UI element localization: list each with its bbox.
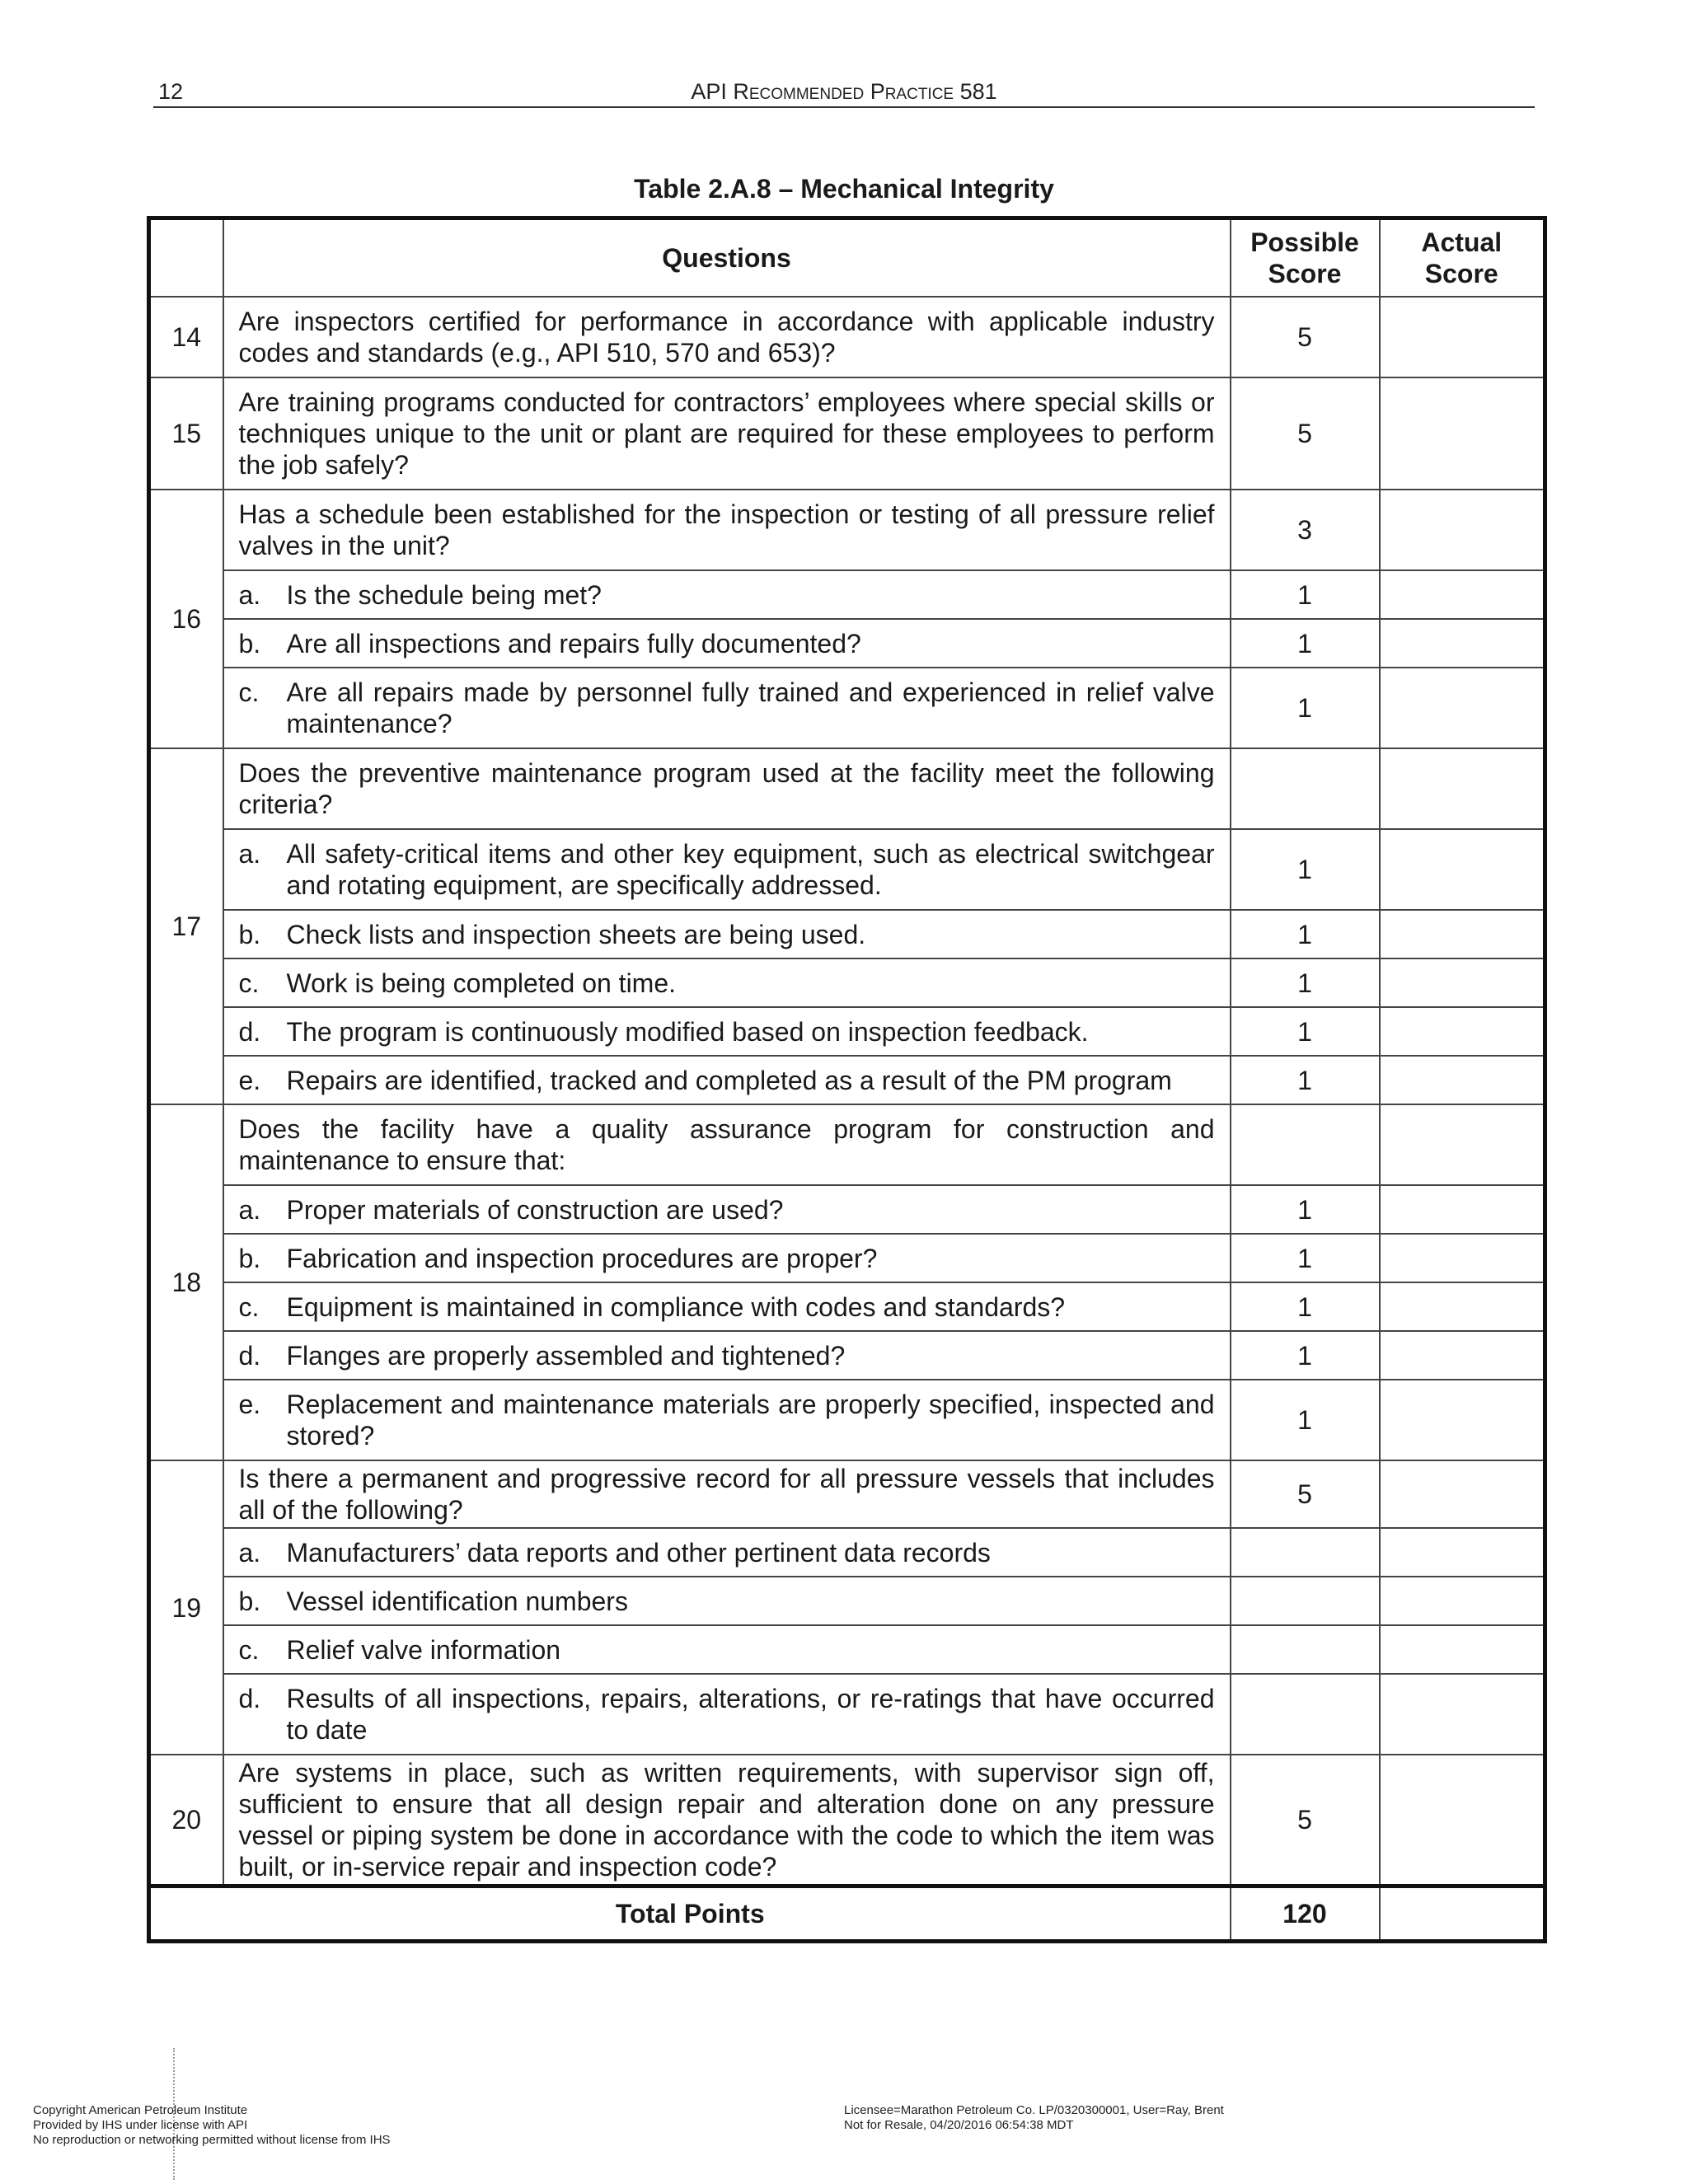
possible-score: 1 bbox=[1231, 829, 1380, 910]
header-questions: Questions bbox=[223, 218, 1231, 298]
table-row bbox=[149, 748, 1545, 829]
sub-question-label: c. bbox=[238, 968, 260, 998]
actual-score-cell[interactable] bbox=[1380, 297, 1545, 377]
sub-question-label: d. bbox=[238, 1016, 261, 1047]
sub-question-text: Manufacturers’ data reports and other pertinent data records bbox=[286, 1537, 991, 1568]
sub-question-text: Are all repairs made by personnel fully trained and experienced in relief valve maintenance? bbox=[286, 677, 1215, 738]
possible-score: 5 bbox=[1231, 297, 1380, 377]
sub-question-label: e. bbox=[238, 1390, 261, 1419]
actual-score-cell[interactable] bbox=[1380, 668, 1545, 748]
question-text: Does the preventive maintenance program used at the facility meet the following criteria? bbox=[223, 748, 1231, 829]
total-actual-score-cell[interactable] bbox=[1380, 1886, 1545, 1942]
possible-score bbox=[1231, 1625, 1380, 1674]
sub-question-text: Equipment is maintained in compliance with codes and standards? bbox=[286, 1291, 1066, 1322]
table-row bbox=[149, 1331, 1545, 1380]
question-number: 15 bbox=[149, 377, 223, 490]
sub-question-text: Flanges are properly assembled and tightened? bbox=[286, 1340, 846, 1371]
actual-score-cell[interactable] bbox=[1380, 1007, 1545, 1056]
table-row bbox=[149, 1528, 1545, 1577]
actual-score-cell[interactable] bbox=[1380, 1380, 1545, 1460]
footer-right-line: Not for Resale, 04/20/2016 06:54:38 MDT bbox=[844, 2118, 1074, 2132]
header-actual-score: Actual Score bbox=[1380, 218, 1545, 298]
total-label: Total Points bbox=[149, 1886, 1231, 1942]
sub-question bbox=[223, 910, 1231, 958]
sub-question bbox=[223, 1007, 1231, 1056]
table-row bbox=[149, 668, 1545, 748]
possible-score: 5 bbox=[1231, 1460, 1380, 1528]
question-number: 14 bbox=[149, 297, 223, 377]
table-row bbox=[149, 1007, 1545, 1056]
question-number: 18 bbox=[149, 1104, 223, 1460]
possible-score: 1 bbox=[1231, 1234, 1380, 1282]
sub-question-text: Work is being completed on time. bbox=[286, 968, 677, 998]
table-row bbox=[149, 1460, 1545, 1528]
sub-question-text: Proper materials of construction are used? bbox=[286, 1194, 784, 1225]
sub-question-label: a. bbox=[238, 1537, 261, 1568]
possible-score: 1 bbox=[1231, 1331, 1380, 1380]
question-number: 20 bbox=[149, 1755, 223, 1886]
sub-question bbox=[223, 1380, 1231, 1460]
total-possible-score: 120 bbox=[1231, 1886, 1380, 1942]
table-row bbox=[149, 829, 1545, 910]
possible-score: 1 bbox=[1231, 1282, 1380, 1331]
table-row bbox=[149, 619, 1545, 668]
sub-question-text: All safety-critical items and other key equipment, such as electrical switchgear and rotating equipment, are specifically addressed. bbox=[286, 839, 1215, 900]
footer-copyright bbox=[33, 2103, 391, 2148]
running-header-smallcaps: Recommended Practice bbox=[733, 79, 954, 104]
table-row bbox=[149, 1104, 1545, 1185]
table-row bbox=[149, 490, 1545, 570]
actual-score-cell[interactable] bbox=[1380, 1755, 1545, 1886]
actual-score-cell[interactable] bbox=[1380, 377, 1545, 490]
sub-question bbox=[223, 570, 1231, 619]
table-row bbox=[149, 570, 1545, 619]
footer-left-line: No reproduction or networking permitted without license from IHS bbox=[33, 2133, 391, 2147]
sub-question-text: Check lists and inspection sheets are being used. bbox=[286, 919, 866, 949]
possible-score: 1 bbox=[1231, 958, 1380, 1007]
question-number: 17 bbox=[149, 748, 223, 1104]
total-row bbox=[149, 1886, 1545, 1942]
possible-score: 1 bbox=[1231, 1380, 1380, 1460]
table-row bbox=[149, 297, 1545, 377]
mechanical-integrity-table bbox=[147, 216, 1547, 1943]
actual-score-cell[interactable] bbox=[1380, 958, 1545, 1007]
sub-question bbox=[223, 1282, 1231, 1331]
actual-score-cell[interactable] bbox=[1380, 1104, 1545, 1185]
actual-score-cell[interactable] bbox=[1380, 1282, 1545, 1331]
footer-left-line: Provided by IHS under license with API bbox=[33, 2118, 248, 2132]
actual-score-cell[interactable] bbox=[1380, 1460, 1545, 1528]
question-text: Are training programs conducted for contractors’ employees where special skills or techniques unique to the unit or plant are required for these employees to perform the job safely? bbox=[223, 377, 1231, 490]
actual-score-cell[interactable] bbox=[1380, 619, 1545, 668]
sub-question bbox=[223, 1577, 1231, 1625]
actual-score-cell[interactable] bbox=[1380, 829, 1545, 910]
table-row bbox=[149, 1674, 1545, 1755]
sub-question bbox=[223, 619, 1231, 668]
possible-score bbox=[1231, 1104, 1380, 1185]
sub-question bbox=[223, 1528, 1231, 1577]
question-text: Are systems in place, such as written requirements, with supervisor sign off, sufficient to ensure that all design repair and alteration done on any pressure vessel or piping system be done in accordance with the code to which the item was built, or in-service repair and inspection code? bbox=[223, 1755, 1231, 1886]
table-row bbox=[149, 1577, 1545, 1625]
sub-question-text: Replacement and maintenance materials are properly specified, inspected and stored? bbox=[286, 1390, 1215, 1451]
table-row bbox=[149, 1625, 1545, 1674]
table-row bbox=[149, 958, 1545, 1007]
actual-score-cell[interactable] bbox=[1380, 1674, 1545, 1755]
sub-question-label: a. bbox=[238, 839, 261, 869]
sub-question-label: e. bbox=[238, 1065, 261, 1095]
possible-score: 3 bbox=[1231, 490, 1380, 570]
footer-left-line: Copyright American Petroleum Institute bbox=[33, 2103, 248, 2117]
sub-question-label: c. bbox=[238, 1291, 260, 1322]
actual-score-cell[interactable] bbox=[1380, 748, 1545, 829]
sub-question-text: Is the schedule being met? bbox=[286, 579, 602, 610]
footer-right-line: Licensee=Marathon Petroleum Co. LP/0320300001, User=Ray, Brent bbox=[844, 2103, 1224, 2117]
sub-question-label: c. bbox=[238, 1634, 260, 1665]
sub-question bbox=[223, 958, 1231, 1007]
actual-score-cell[interactable] bbox=[1380, 1528, 1545, 1577]
question-text: Does the facility have a quality assurance program for construction and maintenance to ensure that: bbox=[223, 1104, 1231, 1185]
sub-question bbox=[223, 829, 1231, 910]
sub-question bbox=[223, 1185, 1231, 1234]
sub-question bbox=[223, 1674, 1231, 1755]
sub-question-text: Fabrication and inspection procedures are proper? bbox=[286, 1243, 878, 1273]
header-rule bbox=[153, 106, 1535, 108]
header-number bbox=[149, 218, 223, 298]
sub-question-text: Repairs are identified, tracked and completed as a result of the PM program bbox=[286, 1065, 1172, 1095]
possible-score bbox=[1231, 1577, 1380, 1625]
possible-score: 1 bbox=[1231, 668, 1380, 748]
sub-question-label: c. bbox=[238, 677, 260, 707]
question-text: Is there a permanent and progressive record for all pressure vessels that includes all of the following? bbox=[223, 1460, 1231, 1528]
possible-score: 1 bbox=[1231, 1007, 1380, 1056]
sub-question bbox=[223, 1056, 1231, 1104]
sub-question-text: Relief valve information bbox=[286, 1634, 561, 1665]
possible-score bbox=[1231, 1528, 1380, 1577]
sub-question-label: d. bbox=[238, 1340, 261, 1371]
actual-score-cell[interactable] bbox=[1380, 1577, 1545, 1625]
actual-score-cell[interactable] bbox=[1380, 910, 1545, 958]
sub-question-label: a. bbox=[238, 1194, 261, 1225]
possible-score: 5 bbox=[1231, 1755, 1380, 1886]
sub-question-label: d. bbox=[238, 1684, 261, 1713]
sub-question-label: b. bbox=[238, 919, 261, 949]
possible-score: 1 bbox=[1231, 570, 1380, 619]
table-title: Table 2.A.8 – Mechanical Integrity bbox=[634, 174, 1054, 204]
table-row bbox=[149, 910, 1545, 958]
actual-score-cell[interactable] bbox=[1380, 1234, 1545, 1282]
possible-score bbox=[1231, 748, 1380, 829]
actual-score-cell[interactable] bbox=[1380, 1331, 1545, 1380]
table-row bbox=[149, 377, 1545, 490]
actual-score-cell[interactable] bbox=[1380, 1185, 1545, 1234]
table-row bbox=[149, 1234, 1545, 1282]
sub-question bbox=[223, 1331, 1231, 1380]
table-row bbox=[149, 1056, 1545, 1104]
possible-score: 1 bbox=[1231, 1056, 1380, 1104]
sub-question-text: Are all inspections and repairs fully documented? bbox=[286, 628, 861, 658]
page-number: 12 bbox=[158, 79, 184, 104]
running-header-suffix: 581 bbox=[954, 79, 997, 104]
actual-score-cell[interactable] bbox=[1380, 1625, 1545, 1674]
possible-score: 1 bbox=[1231, 910, 1380, 958]
possible-score: 1 bbox=[1231, 1185, 1380, 1234]
sub-question-text: The program is continuously modified based on inspection feedback. bbox=[286, 1016, 1089, 1047]
sub-question-label: a. bbox=[238, 579, 261, 610]
question-text: Has a schedule been established for the inspection or testing of all pressure relief valves in the unit? bbox=[223, 490, 1231, 570]
footer-license bbox=[844, 2103, 1224, 2133]
possible-score: 5 bbox=[1231, 377, 1380, 490]
sub-question-label: b. bbox=[238, 1586, 261, 1616]
question-number: 19 bbox=[149, 1460, 223, 1755]
actual-score-cell[interactable] bbox=[1380, 570, 1545, 619]
table-row bbox=[149, 1185, 1545, 1234]
actual-score-cell[interactable] bbox=[1380, 1056, 1545, 1104]
sub-question bbox=[223, 1625, 1231, 1674]
table-row bbox=[149, 1282, 1545, 1331]
possible-score bbox=[1231, 1674, 1380, 1755]
question-text: Are inspectors certified for performance in accordance with applicable industry codes and standards (e.g., API 510, 570 and 653)? bbox=[223, 297, 1231, 377]
question-number: 16 bbox=[149, 490, 223, 748]
possible-score: 1 bbox=[1231, 619, 1380, 668]
sub-question-text: Vessel identification numbers bbox=[286, 1586, 628, 1616]
header-possible-score: Possible Score bbox=[1231, 218, 1380, 298]
table-row bbox=[149, 1755, 1545, 1886]
sub-question-label: b. bbox=[238, 628, 261, 658]
sub-question bbox=[223, 668, 1231, 748]
sub-question bbox=[223, 1234, 1231, 1282]
running-header bbox=[0, 79, 1688, 105]
running-header-prefix: API bbox=[691, 79, 734, 104]
actual-score-cell[interactable] bbox=[1380, 490, 1545, 570]
sub-question-label: b. bbox=[238, 1243, 261, 1273]
sub-question-text: Results of all inspections, repairs, alterations, or re-ratings that have occurred to date bbox=[286, 1684, 1215, 1745]
table-row bbox=[149, 1380, 1545, 1460]
